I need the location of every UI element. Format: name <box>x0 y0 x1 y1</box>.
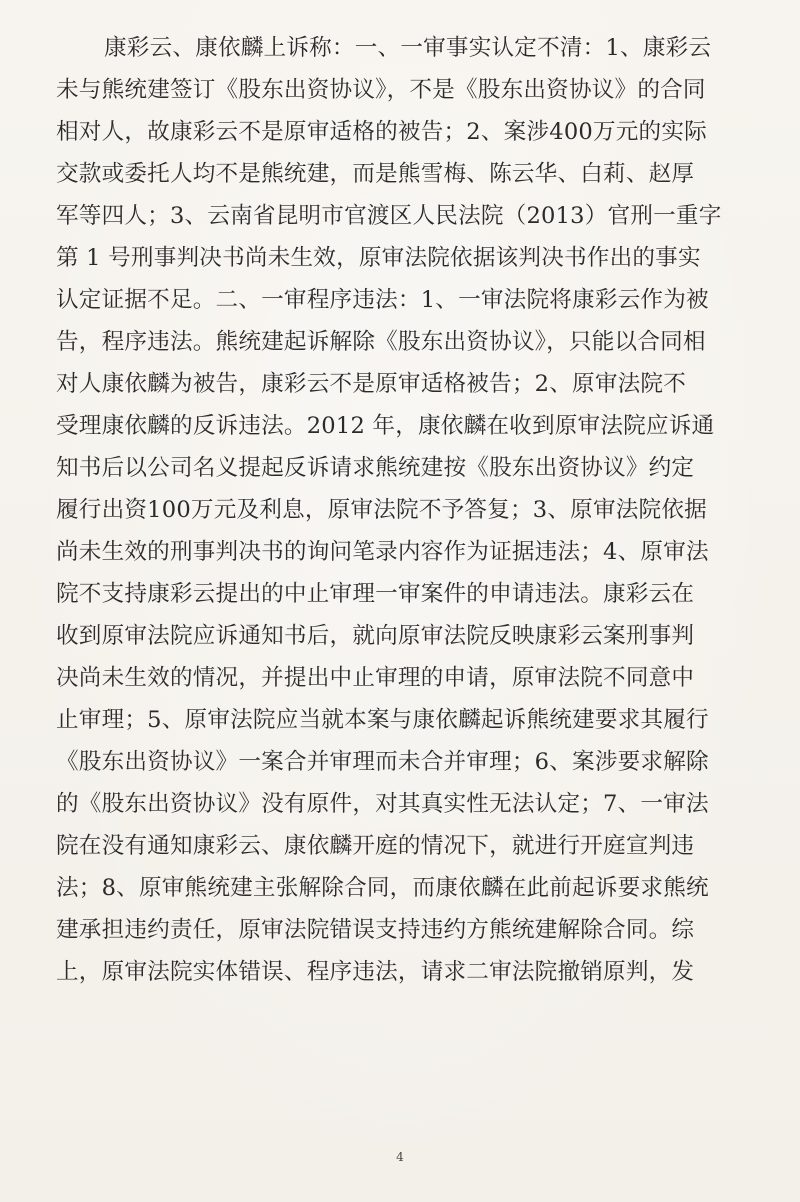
text-line: 院在没有通知康彩云、康依麟开庭的情况下，就进行开庭宣判违 <box>56 833 695 859</box>
text-line: 认定证据不足。二、一审程序违法：1、一审法院将康彩云作为被 <box>56 287 709 313</box>
text-line: 决尚未生效的情况，并提出中止审理的申请，原审法院不同意中 <box>56 665 695 691</box>
page-number: 4 <box>396 1150 404 1164</box>
text-line: 的《股东出资协议》没有原件，对其真实性无法认定；7、一审法 <box>56 791 709 817</box>
body-text <box>56 27 776 993</box>
text-line: 交款或委托人均不是熊统建，而是熊雪梅、陈云华、白莉、赵厚 <box>56 161 695 187</box>
text-line: 知书后以公司名义提起反诉请求熊统建按《股东出资协议》约定 <box>56 455 695 481</box>
text-line: 上，原审法院实体错误、程序违法，请求二审法院撤销原判，发 <box>56 959 695 985</box>
text-line: 《股东出资协议》一案合并审理而未合并审理；6、案涉要求解除 <box>56 749 709 775</box>
text-line: 军等四人；3、云南省昆明市官渡区人民法院（2013）官刑一重字 <box>56 203 722 229</box>
text-line: 法；8、原审熊统建主张解除合同，而康依麟在此前起诉要求熊统 <box>56 875 709 901</box>
text-line: 对人康依麟为被告，康彩云不是原审适格被告；2、原审法院不 <box>56 371 687 397</box>
text-line: 第 1 号刑事判决书尚未生效，原审法院依据该判决书作出的事实 <box>56 245 701 271</box>
text-line: 受理康依麟的反诉违法。2012 年，康依麟在收到原审法院应诉通 <box>56 413 715 439</box>
text-line: 止审理；5、原审法院应当就本案与康依麟起诉熊统建要求其履行 <box>56 707 709 733</box>
text-line: 履行出资100万元及利息，原审法院不予答复；3、原审法院依据 <box>56 497 707 523</box>
text-line: 康彩云、康依麟上诉称：一、一审事实认定不清：1、康彩云 <box>104 35 712 61</box>
text-line: 未与熊统建签订《股东出资协议》，不是《股东出资协议》的合同 <box>56 77 706 103</box>
text-line: 相对人，故康彩云不是原审适格的被告；2、案涉400万元的实际 <box>56 119 707 145</box>
text-line: 建承担违约责任，原审法院错误支持违约方熊统建解除合同。综 <box>56 917 695 943</box>
text-line: 告，程序违法。熊统建起诉解除《股东出资协议》，只能以合同相 <box>56 329 706 355</box>
text-line: 院不支持康彩云提出的中止审理一审案件的申请违法。康彩云在 <box>56 581 695 607</box>
text-line: 收到原审法院应诉通知书后，就向原审法院反映康彩云案刑事判 <box>56 623 695 649</box>
text-line: 尚未生效的刑事判决书的询问笔录内容作为证据违法；4、原审法 <box>56 539 709 565</box>
